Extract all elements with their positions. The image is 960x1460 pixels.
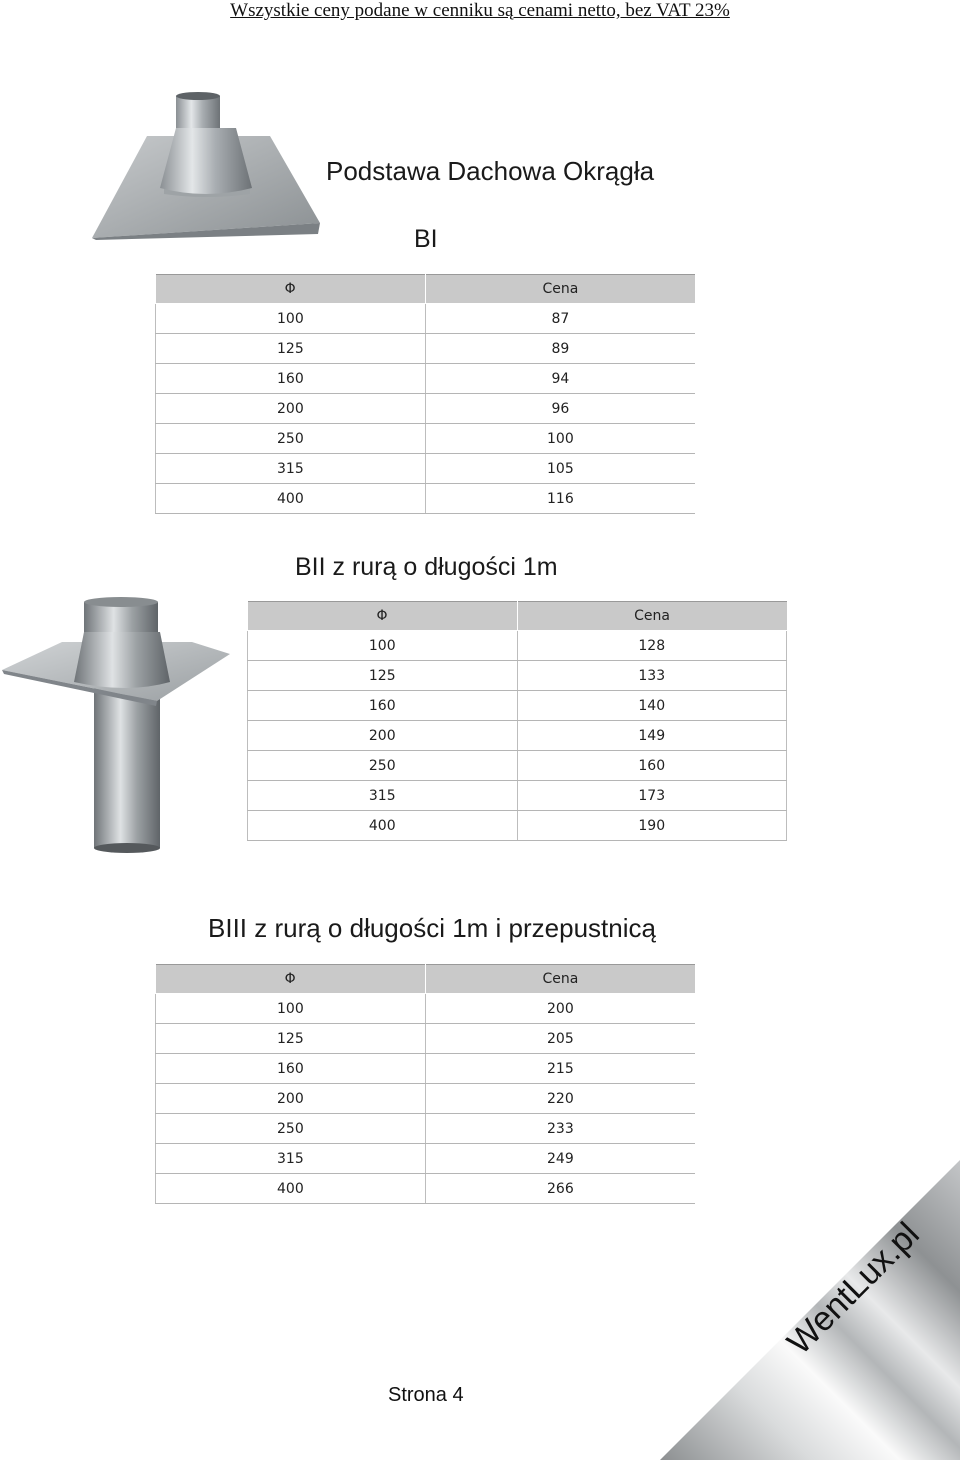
table-row bbox=[248, 721, 787, 751]
diameter-cell: 315 bbox=[156, 1144, 426, 1174]
table-row bbox=[156, 1114, 696, 1144]
section-heading-bii: BII z rurą o długości 1m bbox=[295, 553, 558, 581]
price-cell: 160 bbox=[517, 751, 787, 781]
diameter-cell: 125 bbox=[248, 661, 518, 691]
table-row bbox=[156, 424, 696, 454]
price-cell: 100 bbox=[425, 424, 695, 454]
table-row bbox=[156, 1084, 696, 1114]
diameter-cell: 160 bbox=[156, 1054, 426, 1084]
price-cell: 96 bbox=[425, 394, 695, 424]
table-row bbox=[156, 454, 696, 484]
price-cell: 116 bbox=[425, 484, 695, 514]
section-heading-bi: BI bbox=[414, 225, 438, 253]
diameter-cell: 315 bbox=[156, 454, 426, 484]
product-title: Podstawa Dachowa Okrągła bbox=[326, 156, 655, 186]
price-cell: 87 bbox=[425, 304, 695, 334]
table-row bbox=[156, 1144, 696, 1174]
price-cell: 149 bbox=[517, 721, 787, 751]
price-table-biii bbox=[155, 964, 695, 1204]
price-cell: 205 bbox=[425, 1024, 695, 1054]
diameter-cell: 160 bbox=[156, 364, 426, 394]
price-cell: 89 bbox=[425, 334, 695, 364]
column-header-diameter: Φ bbox=[156, 965, 426, 994]
diameter-cell: 400 bbox=[156, 1174, 426, 1204]
table-row bbox=[156, 304, 696, 334]
diameter-cell: 100 bbox=[248, 631, 518, 661]
page-number: Strona 4 bbox=[388, 1384, 464, 1406]
price-cell: 128 bbox=[517, 631, 787, 661]
brand-watermark: WentLux.pl bbox=[780, 1215, 927, 1362]
price-note: Wszystkie ceny podane w cenniku są cenami netto, bez VAT 23% bbox=[230, 0, 730, 21]
table-row bbox=[156, 994, 696, 1024]
column-header-price: Cena bbox=[425, 965, 695, 994]
column-header-price: Cena bbox=[517, 602, 787, 631]
table-row bbox=[248, 661, 787, 691]
diameter-cell: 200 bbox=[156, 1084, 426, 1114]
roof-base-with-pipe-image bbox=[2, 596, 232, 854]
table-row bbox=[248, 751, 787, 781]
diameter-cell: 100 bbox=[156, 994, 426, 1024]
price-cell: 190 bbox=[517, 811, 787, 841]
table-row bbox=[156, 1024, 696, 1054]
price-cell: 173 bbox=[517, 781, 787, 811]
table-row bbox=[156, 1174, 696, 1204]
price-cell: 140 bbox=[517, 691, 787, 721]
price-cell: 249 bbox=[425, 1144, 695, 1174]
price-cell: 215 bbox=[425, 1054, 695, 1084]
diameter-cell: 160 bbox=[248, 691, 518, 721]
price-cell: 200 bbox=[425, 994, 695, 1024]
table-row bbox=[248, 691, 787, 721]
column-header-diameter: Φ bbox=[156, 275, 426, 304]
table-row bbox=[156, 1054, 696, 1084]
diameter-cell: 400 bbox=[156, 484, 426, 514]
table-row bbox=[156, 394, 696, 424]
price-cell: 133 bbox=[517, 661, 787, 691]
diameter-cell: 200 bbox=[248, 721, 518, 751]
price-cell: 105 bbox=[425, 454, 695, 484]
price-cell: 233 bbox=[425, 1114, 695, 1144]
diameter-cell: 200 bbox=[156, 394, 426, 424]
diameter-cell: 250 bbox=[248, 751, 518, 781]
section-heading-biii: BIII z rurą o długości 1m i przepustnicą bbox=[208, 913, 656, 943]
price-table-bi bbox=[155, 274, 695, 514]
diameter-cell: 125 bbox=[156, 1024, 426, 1054]
table-row bbox=[156, 484, 696, 514]
table-row bbox=[156, 364, 696, 394]
diameter-cell: 250 bbox=[156, 1114, 426, 1144]
price-table-bii bbox=[247, 601, 787, 841]
diameter-cell: 250 bbox=[156, 424, 426, 454]
diameter-cell: 100 bbox=[156, 304, 426, 334]
price-cell: 266 bbox=[425, 1174, 695, 1204]
table-row bbox=[156, 334, 696, 364]
price-cell: 94 bbox=[425, 364, 695, 394]
table-row bbox=[248, 631, 787, 661]
diameter-cell: 400 bbox=[248, 811, 518, 841]
column-header-price: Cena bbox=[425, 275, 695, 304]
diameter-cell: 125 bbox=[156, 334, 426, 364]
table-row bbox=[248, 811, 787, 841]
roof-base-image bbox=[92, 88, 322, 243]
diameter-cell: 315 bbox=[248, 781, 518, 811]
column-header-diameter: Φ bbox=[248, 602, 518, 631]
price-cell: 220 bbox=[425, 1084, 695, 1114]
table-row bbox=[248, 781, 787, 811]
